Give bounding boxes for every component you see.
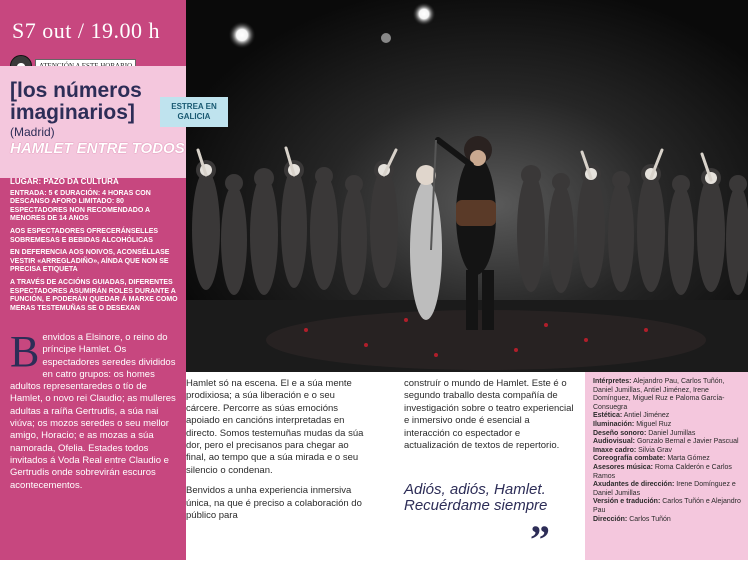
body-column-3 (404, 378, 574, 460)
credit-row: Versión e tradución: Carlos Tuñón e Alejandro Pau (593, 498, 741, 514)
venue: LUGAR: PAZO DA CULTURA (10, 177, 119, 186)
stage-photo-graphic (186, 0, 748, 372)
credits-panel (585, 372, 748, 560)
pull-quote: Adiós, adiós, Hamlet. Recuérdame siempre (404, 481, 548, 514)
body-text-2a: Hamlet só na escena. El e a súa mente prodixiosa; a súa liberación e o seu cárcere. Percorre as súas emocións apoiado en cancións interpretadas en directo. Somos testemuñas mudas da súa dor, pero el precisanos para chegar ao final, ao tempo que a súa mirada e o seu silencio o condenan. (186, 378, 364, 476)
body-text-3: construír o mundo de Hamlet. Este é o segundo traballo desta compañía de investigación sobre o teatro experiencial e inmersivo onde é esencial a interacción co espectador e actualización de textos de repertorio. (404, 378, 574, 452)
quote-marks: ” (530, 517, 550, 562)
info-ticket: ENTRADA: 5 € DURACIÓN: 4 HORAS CON DESCANSO AFORO LIMITADO: 80 ESPECTADORES NON RECOMENDADO A MENORES DE 14 ANOS (10, 189, 151, 223)
body-text-1: envidos a Elsinore, o reino do príncipe Hamlet. Os espectadores seredes divididos en catro grupos: os homes adultos representaredes o tío de Hamlet, o novo rei Claudio; as mulleres adultas a raíña Gertrudis, a súa nai viúva; os mozos seredes o seu mellor amigo, Horacio; e as mozas a súa namorada, Ofelia. Estades todos invitados á Voda Real entre Claudio e Gertrudis onde sobrevirán escuros acontecementos. (10, 332, 176, 491)
credit-row: Dirección: Carlos Tuñón (593, 515, 671, 523)
body-text-2b: Benvidos a unha experiencia inmersiva única, na que é preciso a colaboración do público para (186, 485, 362, 522)
company-city: (Madrid) (10, 125, 55, 139)
show-title: HAMLET ENTRE TODOS (10, 140, 185, 157)
company-name: [los números imaginarios] (10, 79, 142, 124)
credit-row: Axudantes de dirección: Irene Domínguez e Daniel Jumillas (593, 481, 736, 497)
info-roles: A TRAVÉS DE ACCIÓNS GUIADAS, DIFERENTES ESPECTADORES ASUMIRÁN ROLES DURANTE A FUNCIÓN, E PODERÁN QUEDAR Á MARXE COMO MERAS TESTEMUÑAS SE O DESEXAN (10, 278, 178, 312)
credit-row: Asesores música: Roma Calderón e Carlos Ramos (593, 463, 732, 480)
premiere-badge: ESTREA EN GALICIA (160, 97, 228, 127)
stage-photo (186, 0, 748, 372)
info-dresscode: EN DEFERENCIA AOS NOIVOS, ACONSÉLLASE VESTIR «ARREGLADIÑO», AÍNDA QUE NON SE PRECISA ETIQUETA (10, 249, 170, 274)
left-panel (0, 0, 186, 560)
show-date: S7 out / 19.00 h (12, 18, 160, 43)
credit-row: Intérpretes: Alejandro Pau, Carlos Tuñón, Daniel Jumillas, Antiel Jiménez, Irene Domínguez, Miguel Ruz e Paloma García-Consuegra (593, 378, 725, 411)
body-column-1 (10, 327, 182, 492)
body-column-2 (186, 378, 366, 530)
credit-row: Estética: Antiel Jiménez (593, 412, 670, 420)
credit-row: Coreografía combate: Marta Gómez (593, 455, 710, 463)
credit-row: Iluminación: Miguel Ruz (593, 420, 672, 428)
info-drinks: AOS ESPECTADORES OFRECERÁNSELLES SOBREMESAS E BEBIDAS ALCOHÓLICAS (10, 227, 159, 244)
credit-row: Deseño sonoro: Daniel Jumillas (593, 429, 696, 437)
credit-row: Imaxe cadro: Silvia Grav (593, 446, 672, 454)
drop-cap: B (10, 327, 40, 376)
credit-row: Audiovisual: Gonzalo Bernal e Javier Pascual (593, 438, 739, 446)
show-info (10, 178, 182, 317)
